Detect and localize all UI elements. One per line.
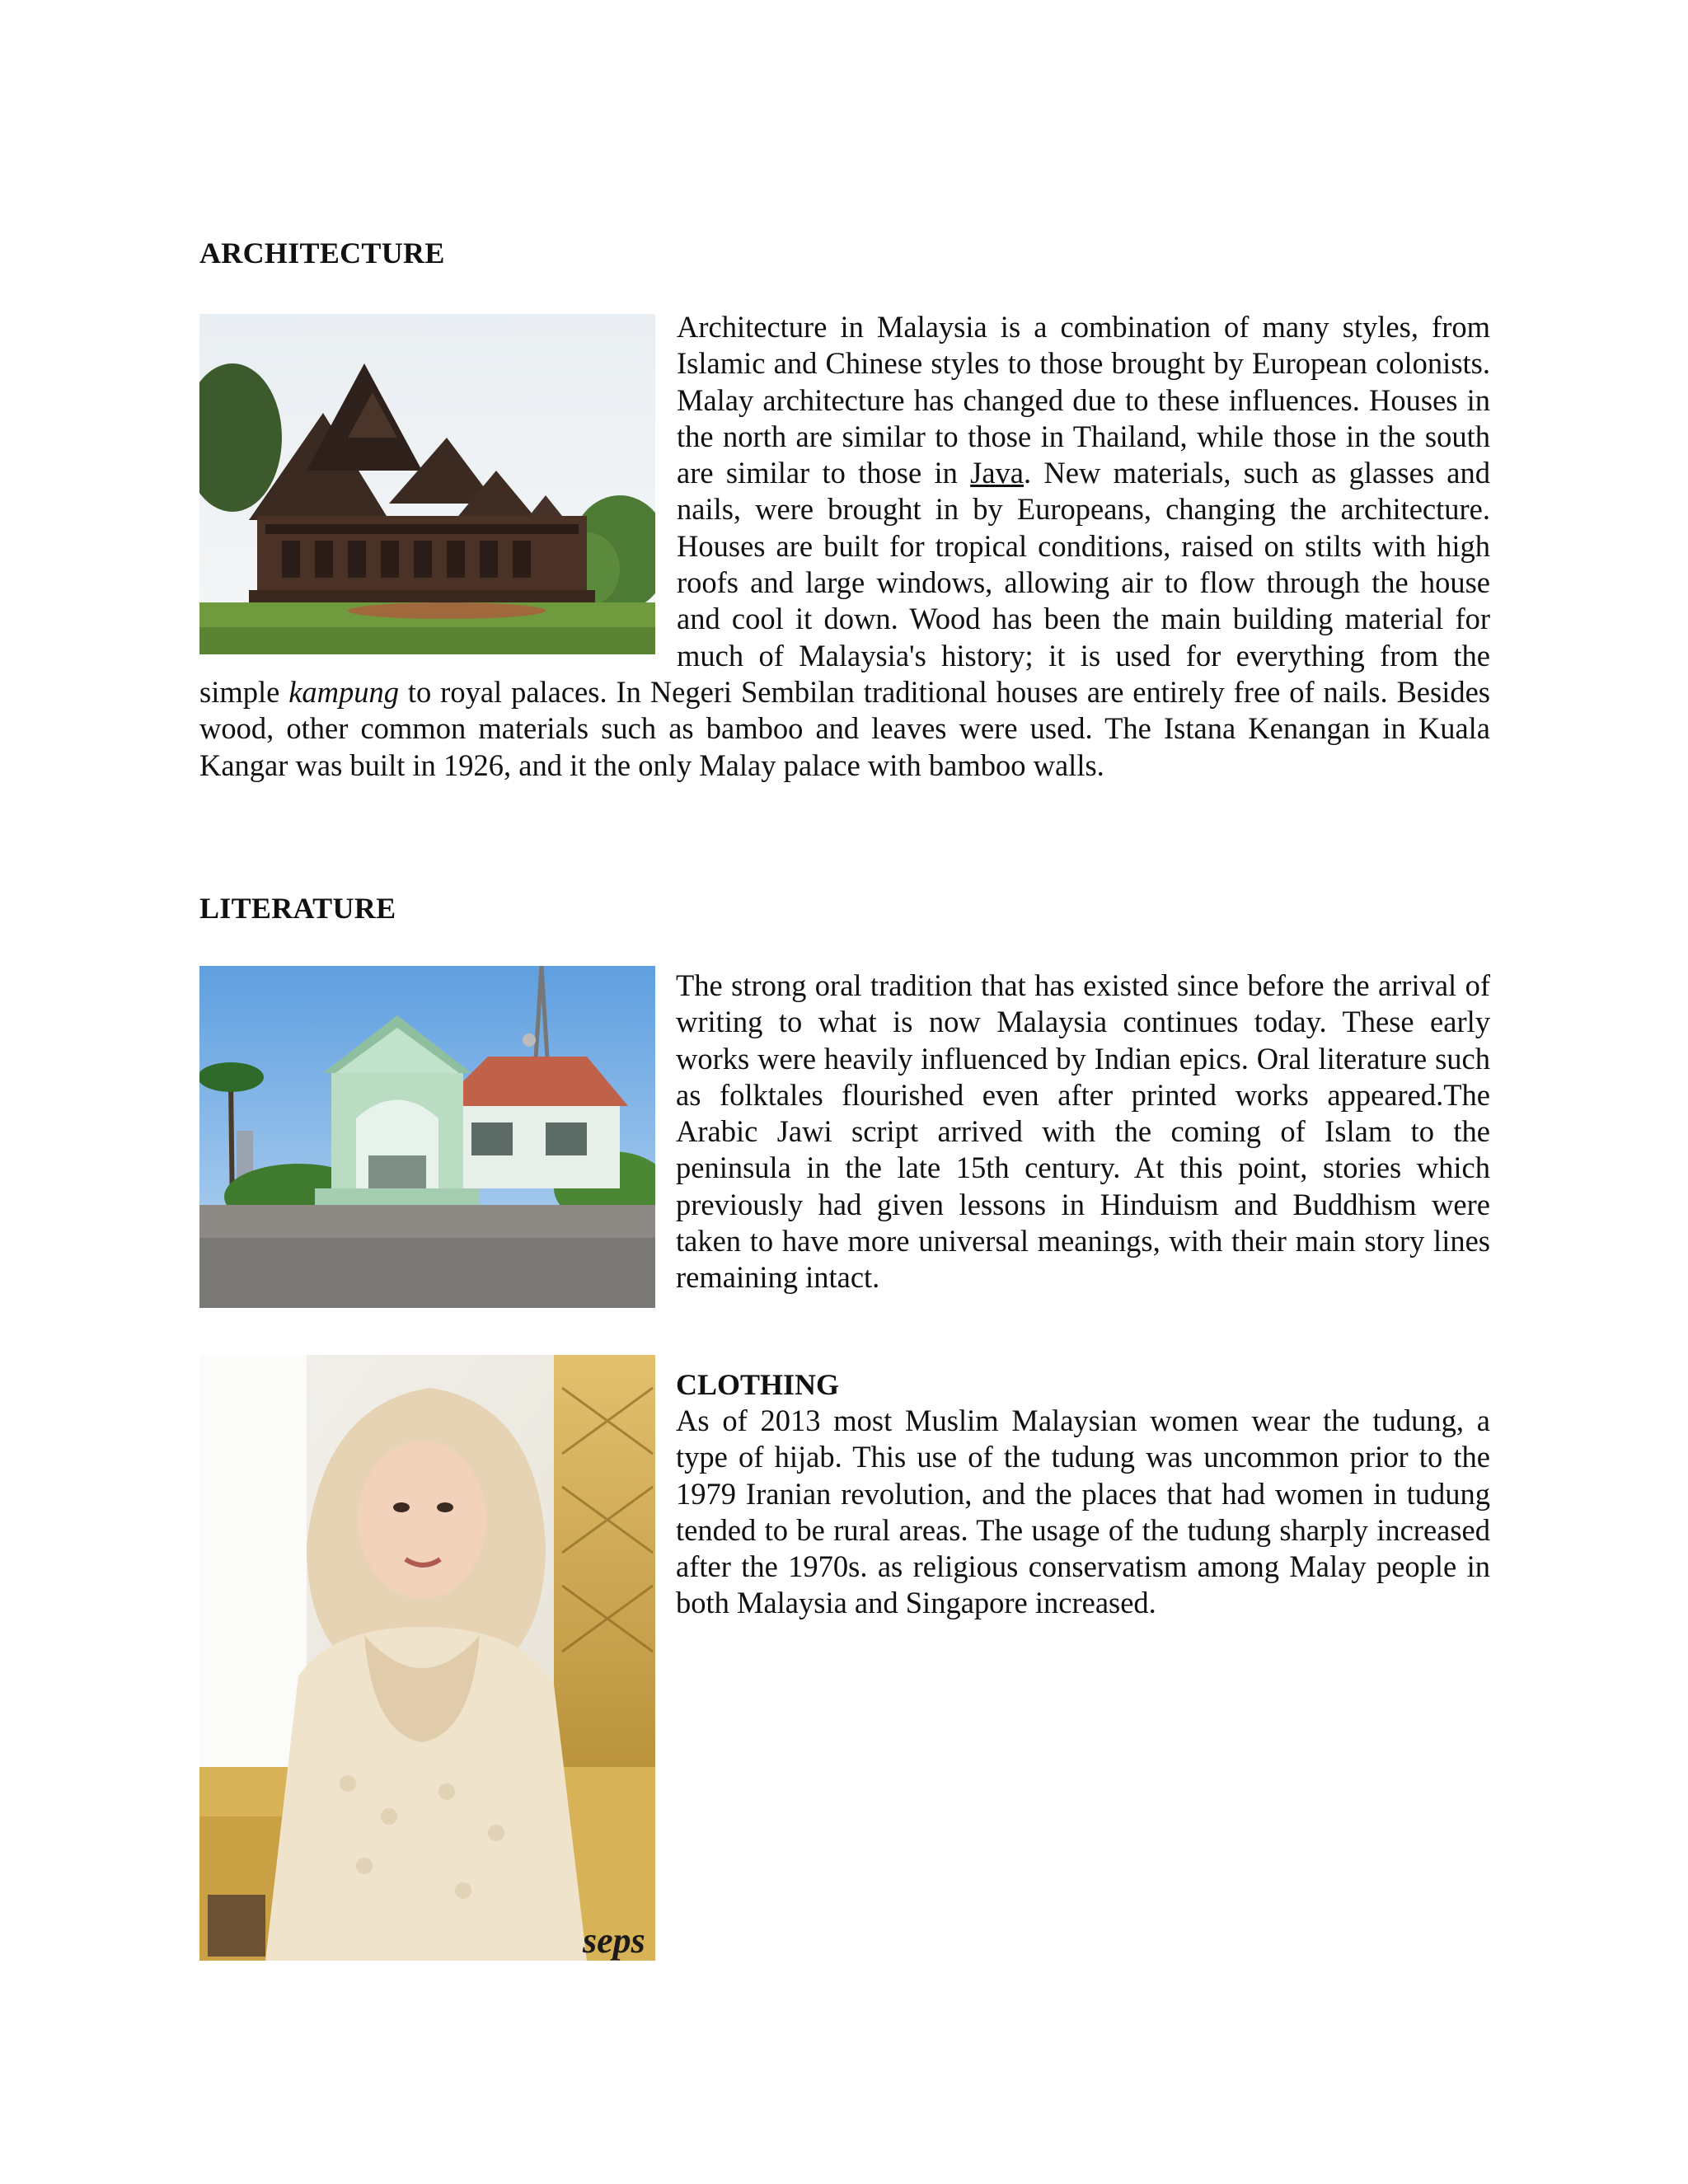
clothing-paragraph: As of 2013 most Muslim Malaysian women wear the tudung, a type of hijab. This use of the tudung was uncommon prior to the 1979 Iranian revolution, and the places that had women in tudung tended to be rural areas. The usage of the tudung sharply increased after the 1970s. as religious conservatism among Malay people in both Malaysia and Singapore increased. bbox=[676, 1404, 1490, 1620]
literature-heading: LITERATURE bbox=[199, 892, 396, 925]
literature-text-block bbox=[676, 968, 1490, 1296]
kampung-term: kampung bbox=[288, 674, 400, 709]
clothing-portrait-photo bbox=[199, 1355, 655, 1961]
clothing-heading: CLOTHING bbox=[676, 1368, 840, 1401]
malay-palace-photo bbox=[199, 314, 655, 654]
architecture-section bbox=[199, 309, 1490, 784]
architecture-text-3: to royal palaces. In Negeri Sembilan traditional houses are entirely free of nails. Besides wood, other common materials such as bamboo and leaves were used. The Istana Kenangan in Kuala Kangar was built in 1926, and it the only Malay palace with bamboo walls. bbox=[199, 674, 1491, 782]
building-illustration bbox=[199, 966, 655, 1308]
architecture-text-2: . New materials, such as glasses and nails, were brought in by Europeans, changing the architecture. Houses are built for tropical conditions, raised on stilts with high roofs and large windows, allowing air to flow through the house and cool it down. Wood has been the main building material for much of Malaysia's history; it is used for everything from the simple bbox=[199, 456, 1491, 709]
palace-illustration bbox=[199, 314, 655, 654]
architecture-text-1: Architecture in Malaysia is a combination of many styles, from Islamic and Chinese styles to those brought by European colonists. Malay architecture has changed due to these influences. Houses in the north are similar to those in Thailand, while those in the south are similar to those in bbox=[677, 310, 1490, 490]
clothing-text-block bbox=[676, 1366, 1490, 1622]
literature-paragraph: The strong oral tradition that has existed since before the arrival of writing to what is now Malaysia continues today. These early works were heavily influenced by Indian epics. Oral literature such as folktales flourished even after printed works appeared.The Arabic Jawi script arrived with the coming of Islam to the peninsula in the late 15th century. At this point, stories which previously had given lessons in Hinduism and Buddhism were taken to have more universal meanings, with their main story lines remaining intact. bbox=[676, 968, 1490, 1295]
java-link[interactable]: Java bbox=[970, 456, 1024, 490]
portrait-illustration bbox=[199, 1355, 655, 1961]
literature-building-photo bbox=[199, 966, 655, 1308]
portrait-overlay-text: seps bbox=[583, 1920, 645, 1961]
architecture-heading: ARCHITECTURE bbox=[199, 237, 445, 269]
